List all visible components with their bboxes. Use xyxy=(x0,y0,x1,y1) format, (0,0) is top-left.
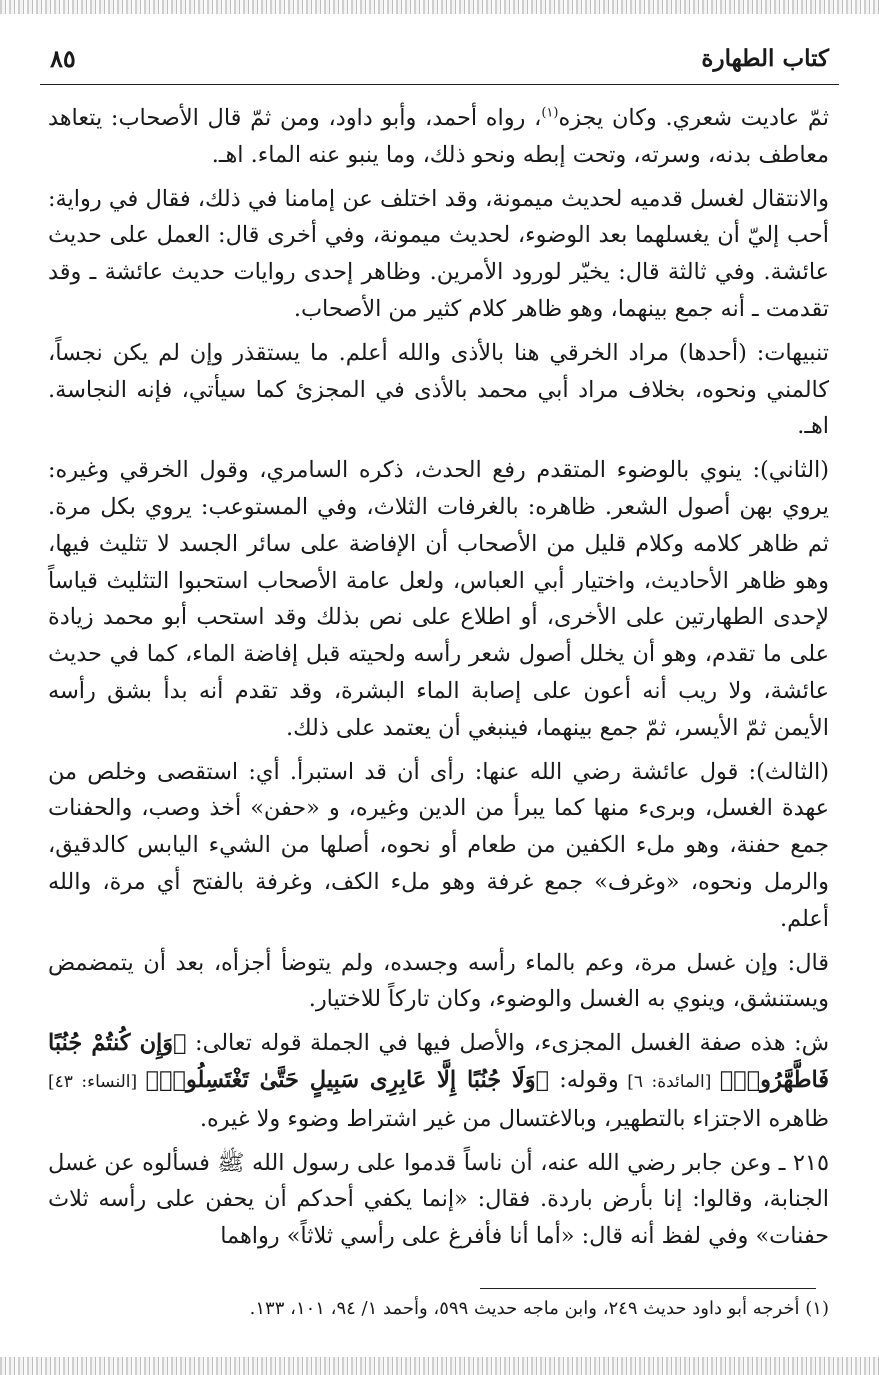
quran-verse-1: ﴿وَإِن كُنتُمْ جُنُبًا فَاطَّهَّرُوا۟﴾ xyxy=(48,1030,829,1093)
footnote: (١) أخرجه أبو داود حديث ٢٤٩، وابن ماجه حديث ٥٩٩، وأحمد ١/ ٩٤، ١٠١، ١٣٣. xyxy=(249,1298,829,1319)
paragraph-7-intro: ش: هذه صفة الغسل المجزىء، والأصل فيها في الجملة قوله تعالى: xyxy=(186,1030,829,1057)
paragraph-8: ٢١٥ ـ وعن جابر رضي الله عنه، أن ناساً قدموا على رسول الله ﷺ فسألوه عن غسل الجنابة، وقالوا: إنا بأرض باردة. فقال: «إنما يكفي أحدكم أن يحفن على رأسه ثلاث حفنات» وفي لفظ أنه قال: «أما أنا فأفرغ على رأسي ثلاثاً» رواهما xyxy=(48,1149,829,1250)
paragraph-5: (الثالث): قول عائشة رضي الله عنها: رأى أن قد استبرأ. أي: استقصى وخلص من عهدة الغسل، وبرىء منها كما يبرأ من الدين وغيره، و «حفن» أخذ وصب، والحفنات جمع حفنة، وهو ملء الكفين من طعام أو نحوه، أصلها من الشيء اليابس كالدقيق، والرمل ونحوه، «وغرف» جمع غرفة وهو ملء الكف، وغرفة بالفتح أي مرة، والله أعلم. xyxy=(48,758,829,932)
paragraph-4: (الثاني): ينوي بالوضوء المتقدم رفع الحدث، ذكره السامري، وقول الخرقي وغيره: يروي بهن أصول الشعر. ظاهره: بالغرفات الثلاث، وفي المستوعب: يروي بكل مرة. ثم ظاهر كلامه وكلام قليل من الأصحاب أن الإفاضة على سائر الجسد لا تثليث فيها، وهو ظاهر الأحاديث، واختيار أبي العباس، ولعل عامة الأصحاب استحبوا التثليث قياساً لإحدى الطهارتين على الأخرى، أو اطلاع على نص بذلك وقد استحب أبو محمد زيادة على ما تقدم، وهو أن يخلل أصول شعر رأسه ولحيته قبل إفاضة الماء، كما في حديث عائشة، ولا ريب أنه أعون على إصابة الماء البشرة، وقد تقدم أنه بدأ بشق رأسه الأيمن ثمّ الأيسر، ثمّ جمع بينهما، فينبغي أن يعتمد على ذلك. xyxy=(48,457,829,741)
paragraph-7 xyxy=(48,1025,829,1137)
paragraph-6: قال: وإن غسل مرة، وعم بالماء رأسه وجسده، ولم يتوضأ أجزأه، بعد أن يتمضمض ويستنشق، وينوي به الغسل والوضوء، وكان تاركاً للاختيار. xyxy=(48,949,829,1013)
scan-edge-bottom xyxy=(0,1357,879,1375)
paragraph-1-start: ثمّ عاديت شعري. وكان يجزه xyxy=(558,105,829,131)
running-title: كتاب الطهارة xyxy=(701,44,829,72)
footnote-rule xyxy=(480,1288,816,1289)
page-header xyxy=(50,38,829,78)
paragraph-7-outro: ظاهره الاجتزاء بالتطهير، وبالاغتسال من غير اشتراط وضوء ولا غيره. xyxy=(199,1105,829,1132)
paragraph-2: والانتقال لغسل قدميه لحديث ميمونة، وقد اختلف عن إمامنا في ذلك، فقال في رواية: أحب إليّ أن يغسلهما بعد الوضوء، لحديث ميمونة، وفي أخرى قال: العمل على حديث عائشة. وفي ثالثة قال: يخيّر لورود الأمرين. وظاهر إحدى روايات حديث عائشة ـ وقد تقدمت ـ أنه جمع بينهما، وهو ظاهر كلام كثير من الأصحاب. xyxy=(48,185,829,322)
verse-reference-2: [النساء: ٤٣] xyxy=(48,1071,146,1092)
footnote-marker[interactable]: (١) xyxy=(541,105,559,121)
paragraph-7-mid: وقوله: xyxy=(549,1066,619,1093)
body-text xyxy=(48,100,829,1262)
paragraph-1-end: ، رواه أحمد، وأبو داود، ومن ثمّ قال الأصحاب: يتعاهد معاطف بدنه، وسرته، وتحت إبطه ونحو ذلك، وما ينبو عنه الماء. اهـ. xyxy=(48,105,829,168)
scan-edge-top xyxy=(0,0,879,14)
verse-reference-1: [المائدة: ٦] xyxy=(618,1071,720,1092)
page-number: ٨٥ xyxy=(50,43,76,73)
quran-verse-2: ﴿وَلَا جُنُبًا إِلَّا عَابِرِى سَبِيلٍ حَتَّىٰ تَغْتَسِلُوا۟﴾ xyxy=(145,1066,550,1093)
paragraph-3: تنبيهات: (أحدها) مراد الخرقي هنا بالأذى والله أعلم. ما يستقذر وإن لم يكن نجساً، كالمني ونحوه، بخلاف مراد أبي محمد بالأذى في المجزئ كما سيأتي، فإنه النجاسة. اهـ. xyxy=(48,339,829,440)
header-rule xyxy=(40,84,839,85)
paragraph-1 xyxy=(48,100,829,174)
